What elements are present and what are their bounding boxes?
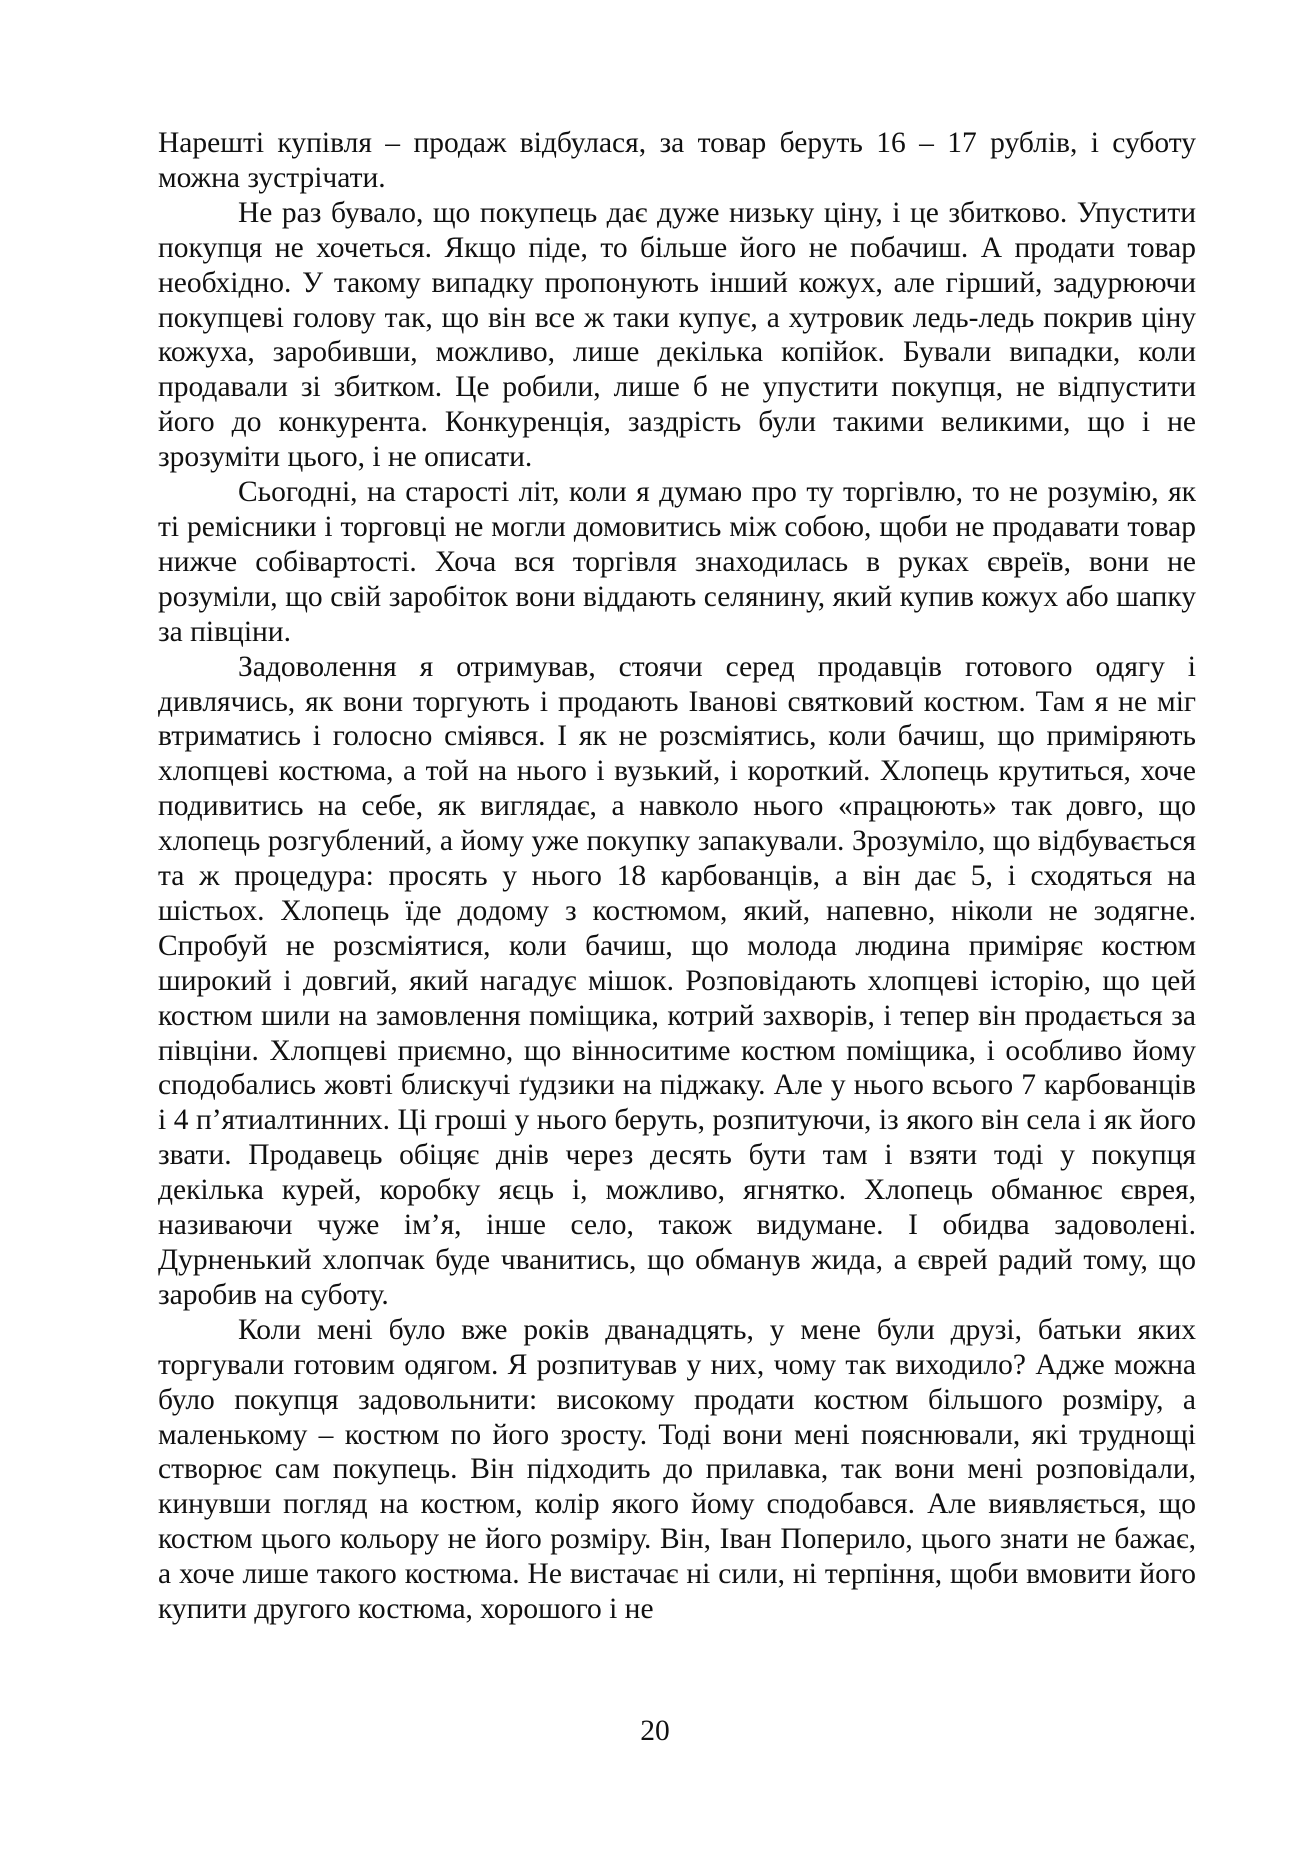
paragraph-2: Не раз бувало, що покупець дає дуже низьку ціну, і це збитково. Упустити покупця не хочеться. Якщо піде, то більше його не побачиш. А продати товар необхідно. У такому випадку пропонують інший кожух, але гірший, задурюючи покупцеві голову так, що він все ж таки купує, а хутровик ледь-ледь покрив ціну кожуха, заробивши, можливо, лише декілька копійок. Бували випадки, коли продавали зі збитком. Це робили, лише б не упустити покупця, не відпустити його до конкурента. Конкуренція, заздрість були такими великими, що і не зрозуміти цього, і не описати. — [158, 196, 1196, 474]
page-number: 20 — [640, 1715, 670, 1747]
body-text — [158, 126, 1196, 1627]
paragraph-4: Задоволення я отримував, стоячи серед продавців готового одягу і дивлячись, як вони торгують і продають Іванові святковий костюм. Там я не міг втриматись і голосно сміявся. І як не розсміятись, коли бачиш, що приміряють хлопцеві костюма, а той на нього і вузький, і короткий. Хлопець крутиться, хоче подивитись на себе, як виглядає, а навколо нього «працюють» так довго, що хлопець розгублений, а йому уже покупку запакували. Зрозуміло, що відбувається та ж процедура: просять у нього 18 карбованців, а він дає 5, і сходяться на шістьох. Хлопець їде додому з костюмом, який, напевно, ніколи не зодягне. Спробуй не розсміятися, коли бачиш, що молода людина приміряє костюм широкий і довгий, який нагадує мішок. Розповідають хлопцеві історію, що цей костюм шили на замовлення поміщика, котрий захворів, і тепер він продається за півціни. Хлопцеві приємно, що вінноситиме костюм поміщика, і особливо йому сподобались жовті блискучі ґудзики на піджаку. Але у нього всього 7 карбованців і 4 п’ятиалтинних. Ці гроші у нього беруть, розпитуючи, із якого він села і як його звати. Продавець обіцяє днів через десять бути там і взяти тоді у покупця декілька курей, коробку яєць і, можливо, ягнятко. Хлопець обманює єврея, називаючи чуже ім’я, інше село, також видумане. І обидва задоволені. Дурненький хлопчак буде чванитись, що обманув жида, а єврей радий тому, що заробив на суботу. — [158, 650, 1196, 1311]
paragraph-5: Коли мені було вже років дванадцять, у мене були друзі, батьки яких торгували готовим одягом. Я розпитував у них, чому так виходило? Адже можна було покупця задовольнити: високому продати костюм більшого розміру, а маленькому – костюм по його зросту. Тоді вони мені пояснювали, які труднощі створює сам покупець. Він підходить до прилавка, так вони мені розповідали, кинувши погляд на костюм, колір якого йому сподобався. Але виявляється, що костюм цього кольору не його розміру. Він, Іван Поперило, цього знати не бажає, а хоче лише такого костюма. Не вистачає ні сили, ні терпіння, щоби вмовити його купити другого костюма, хорошого і не — [158, 1313, 1196, 1626]
paragraph-1: Нарешті купівля – продаж відбулася, за товар беруть 16 – 17 рублів, і суботу можна зустрічати. — [158, 127, 1196, 194]
paragraph-3: Сьогодні, на старості літ, коли я думаю про ту торгівлю, то не розумію, як ті ремісники і торговці не могли домовитись між собою, щоби не продавати товар нижче собівартості. Хоча вся торгівля знаходилась в руках євреїв, вони не розуміли, що свій заробіток вони віддають селянину, який купив кожух або шапку за півціни. — [158, 476, 1196, 648]
